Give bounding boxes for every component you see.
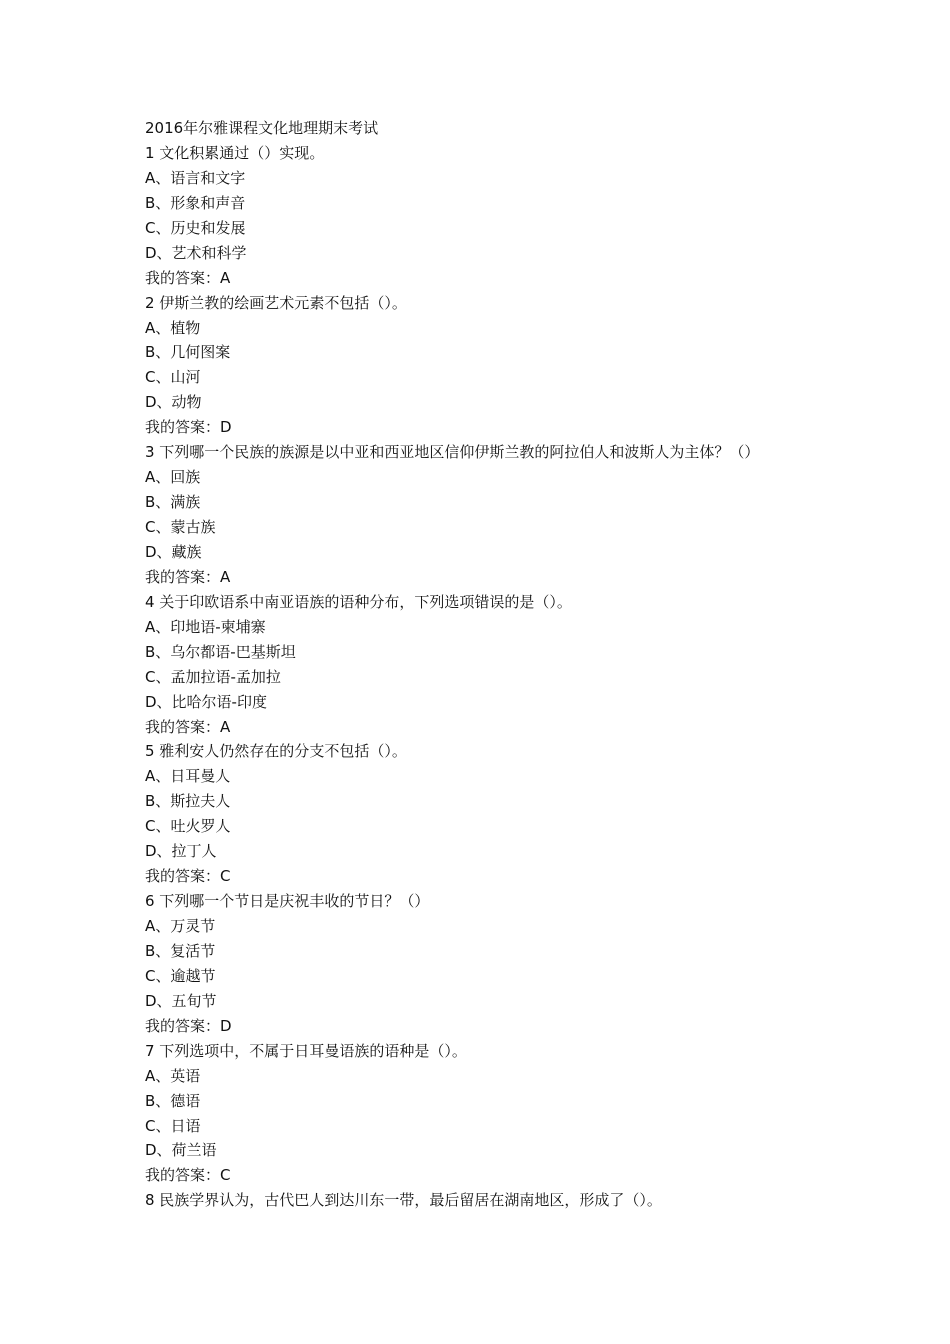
option-d: D、拉丁人: [145, 842, 217, 861]
question-4: [145, 590, 845, 740]
question-stem: 2 伊斯兰教的绘画艺术元素不包括（）。: [145, 293, 407, 312]
option-d: D、荷兰语: [145, 1141, 217, 1160]
my-answer: 我的答案：C: [145, 867, 231, 886]
option-c: C、日语: [145, 1116, 201, 1135]
question-stem: 6 下列哪一个节日是庆祝丰收的节日？（）: [145, 892, 430, 911]
question-1: [145, 141, 845, 291]
question-stem: 7 下列选项中，不属于日耳曼语族的语种是（）。: [145, 1041, 467, 1060]
option-b: B、复活节: [145, 941, 216, 960]
my-answer: 我的答案：A: [145, 717, 231, 736]
question-7: [145, 1039, 845, 1189]
option-d: D、五旬节: [145, 991, 217, 1010]
option-b: B、乌尔都语-巴基斯坦: [145, 642, 296, 661]
question-3: [145, 440, 845, 590]
option-a: A、植物: [145, 318, 201, 337]
option-b: B、满族: [145, 493, 201, 512]
option-d: D、比哈尔语-印度: [145, 692, 267, 711]
my-answer: 我的答案：D: [145, 418, 232, 437]
option-a: A、万灵节: [145, 917, 216, 935]
option-c: C、逾越节: [145, 966, 216, 985]
question-6: [145, 889, 845, 1039]
my-answer: 我的答案：D: [145, 1016, 232, 1035]
question-stem: 3 下列哪一个民族的族源是以中亚和西亚地区信仰伊斯兰教的阿拉伯人和波斯人为主体？（）: [145, 443, 760, 462]
option-c: C、历史和发展: [145, 218, 246, 237]
option-c: C、蒙古族: [145, 518, 216, 536]
option-c: C、山河: [145, 368, 201, 387]
option-d: D、动物: [145, 393, 202, 412]
option-a: A、英语: [145, 1066, 201, 1085]
question-5: [145, 739, 845, 889]
option-d: D、藏族: [145, 542, 202, 561]
my-answer: 我的答案：C: [145, 1166, 231, 1185]
option-a: A、语言和文字: [145, 168, 246, 187]
question-stem: 1 文化积累通过（）实现。: [145, 143, 325, 162]
option-c: C、孟加拉语-孟加拉: [145, 667, 281, 686]
question-stem: 4 关于印欧语系中南亚语族的语种分布，下列选项错误的是（）。: [145, 592, 572, 611]
question-2: [145, 291, 845, 441]
question-stem: 8 民族学界认为，古代巴人到达川东一带，最后留居在湖南地区，形成了（）。: [145, 1191, 662, 1210]
my-answer: 我的答案：A: [145, 567, 231, 586]
option-a: A、日耳曼人: [145, 767, 231, 786]
option-b: B、斯拉夫人: [145, 792, 231, 811]
option-b: B、德语: [145, 1091, 201, 1110]
document-title: 2016年尔雅课程文化地理期末考试: [145, 119, 379, 137]
question-8: [145, 1188, 845, 1213]
option-c: C、吐火罗人: [145, 817, 231, 836]
option-b: B、形象和声音: [145, 193, 246, 212]
my-answer: 我的答案：A: [145, 268, 231, 287]
option-a: A、印地语-柬埔寨: [145, 617, 266, 636]
document-body: [145, 116, 845, 1213]
option-b: B、几何图案: [145, 343, 231, 362]
option-a: A、回族: [145, 468, 201, 487]
option-d: D、艺术和科学: [145, 243, 247, 262]
question-stem: 5 雅利安人仍然存在的分支不包括（）。: [145, 742, 407, 761]
